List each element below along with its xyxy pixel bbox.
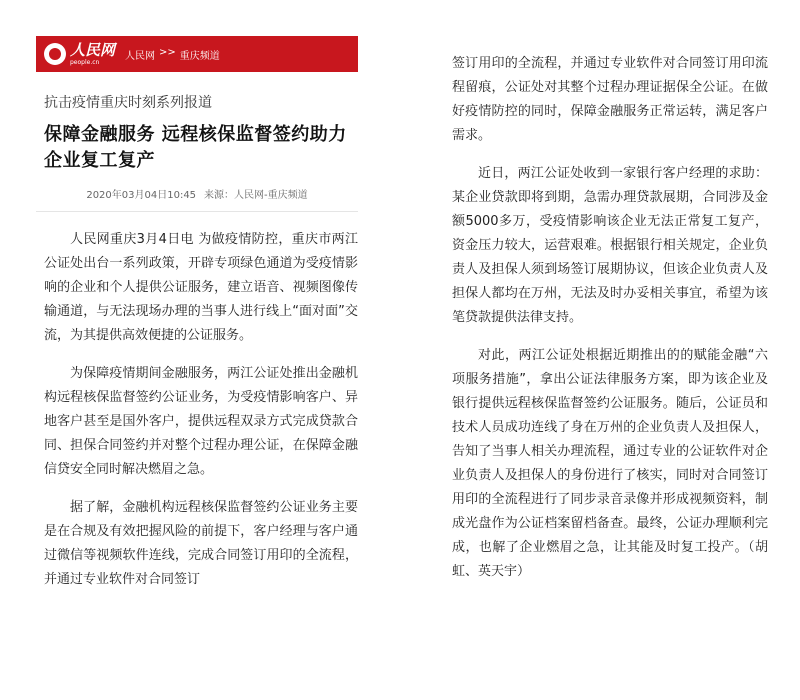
- breadcrumb-home-link[interactable]: 人民网: [125, 50, 156, 62]
- site-banner: [36, 36, 358, 72]
- article-paragraph: 人民网重庆3月4日电 为做疫情防控，重庆市两江公证处出台一系列政策，开辟专项绿色通道为受疫情影响的企业和个人提供公证服务，建立语音、视频图像传输通道，与无法现场办理的当事人进行线上“面对面”交流，为其提供高效便捷的公证服务。: [44, 232, 358, 343]
- article-paragraph: 为保障疫情期间金融服务，两江公证处推出金融机构远程核保监督签约公证业务，为受疫情影响客户、异地客户甚至是国外客户，提供远程双录方式完成贷款合同、担保合同签约并对整个过程办理公证，在保障金融信贷安全同时解决燃眉之急。: [44, 366, 358, 477]
- article-left-column: [36, 36, 358, 592]
- logo-emblem-icon: [44, 43, 66, 65]
- people-logo[interactable]: [44, 40, 116, 66]
- breadcrumb-channel-link[interactable]: 重庆频道: [179, 50, 220, 62]
- article-paragraph: 签订用印的全流程，并通过专业软件对合同签订用印流程留痕，公证处对其整个过程办理证据保全公证。在做好疫情防控的同时，保障金融服务正常运转，满足客户需求。: [452, 56, 768, 143]
- series-label: 抗击疫情重庆时刻系列报道: [44, 95, 212, 111]
- publish-date: 2020年03月04日10:45: [86, 190, 197, 201]
- logo-name: 人民网: [70, 40, 116, 59]
- divider: [36, 211, 358, 212]
- article-source: 来源：人民网-重庆频道: [204, 190, 308, 201]
- article-paragraph: 近日，两江公证处收到一家银行客户经理的求助：某企业贷款即将到期，急需办理贷款展期，合同涉及金额5000多万，受疫情影响该企业无法正常复工复产，资金压力较大，运营艰难。根据银行相关规定，企业负责人及担保人须到场签订展期协议，但该企业负责人及担保人都均在万州，无法及时办妥相关事宜，希望为该笔贷款提供法律支持。: [452, 166, 768, 325]
- article-paragraph: 对此，两江公证处根据近期推出的的赋能金融“六项服务措施”，拿出公证法律服务方案，即为该企业及银行提供远程核保监督签约公证服务。随后，公证员和技术人员成功连线了身在万州的企业负责人及担保人，告知了当事人相关办理流程，通过专业的公证软件对企业负责人及担保人的身份进行了核实，同时对合同签订用印的全流程进行了同步录音录像并形成视频资料，制成光盘作为公证档案留档备查。最终，公证办理顺利完成，也解了企业燃眉之急，让其能及时复工投产。（胡虹、英天宇）: [452, 348, 768, 579]
- logo-url: people.cn: [70, 58, 100, 66]
- breadcrumb-separator: >>: [159, 46, 176, 58]
- article-title: 保障金融服务 远程核保监督签约助力企业复工复产: [44, 124, 347, 171]
- breadcrumb: [125, 47, 220, 62]
- article-paragraph: 据了解，金融机构远程核保监督签约公证业务主要是在合规及有效把握风险的前提下，客户经理与客户通过微信等视频软件连线，完成合同签订用印的全流程，并通过专业软件对合同签订: [44, 500, 358, 587]
- article-meta: [36, 186, 358, 201]
- article-right-column: [452, 52, 768, 584]
